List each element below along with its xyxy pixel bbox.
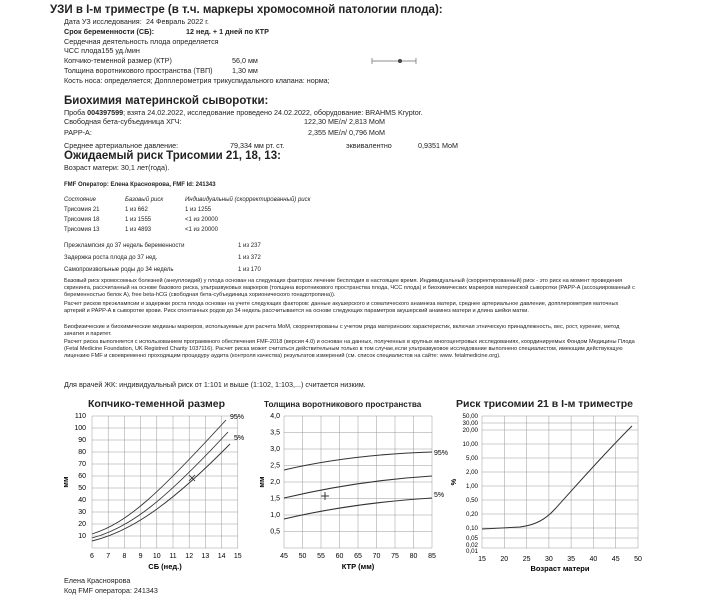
risk-row-t13-base: 1 из 4893 bbox=[125, 227, 152, 233]
nt-ytick: 2,5 bbox=[270, 462, 280, 470]
tri-chart bbox=[450, 410, 650, 572]
crl-ytick: 20 bbox=[78, 521, 86, 528]
nt-value: 1,30 мм bbox=[232, 66, 258, 75]
crl-ytick: 90 bbox=[78, 437, 86, 444]
nt-chart-title: Толщина воротникового пространства bbox=[264, 400, 422, 409]
tri-ytick: 50,00 bbox=[462, 413, 478, 420]
tri-xtick: 45 bbox=[611, 556, 620, 563]
pappa-label: PAPP-A: bbox=[64, 128, 92, 137]
nt-p95-label: 95% bbox=[434, 450, 449, 457]
nt-ylabel: мм bbox=[257, 476, 266, 488]
nt-patient-marker bbox=[321, 492, 329, 500]
nt-ytick: 1,0 bbox=[270, 512, 280, 519]
crl-range-marker bbox=[370, 57, 418, 65]
risk-row-t18-condition: Трисомия 18 bbox=[64, 217, 100, 223]
sample-prefix: Проба bbox=[64, 108, 86, 117]
hr-line: ЧСС плода155 уд./мин bbox=[64, 46, 140, 55]
heart-line: Сердечная деятельность плода определяется bbox=[64, 37, 219, 46]
crl-value: 56,0 мм bbox=[232, 56, 258, 65]
crl-ytick: 100 bbox=[74, 425, 86, 432]
nt-xtick: 45 bbox=[280, 553, 288, 560]
us-date-label: Дата УЗ исследования: bbox=[64, 17, 142, 26]
fgr-label: Задержка роста плода до 37 нед. bbox=[64, 255, 158, 261]
crl-xtick: 11 bbox=[169, 553, 177, 560]
risk-title: Ожидаемый риск Трисомии 21, 18, 13: bbox=[64, 150, 281, 162]
tri-xtick: 50 bbox=[634, 556, 642, 563]
nt-grid bbox=[284, 416, 432, 548]
nt-ytick: 3,0 bbox=[270, 446, 280, 453]
crl-p95-label: 95% bbox=[230, 414, 245, 421]
tri-ytick: 0,20 bbox=[465, 511, 478, 518]
crl-chart bbox=[60, 410, 260, 572]
hcg-label: Свободная бета-субъединица ХГЧ: bbox=[64, 117, 182, 126]
crl-xtick: 7 bbox=[106, 553, 111, 560]
crl-xtick: 9 bbox=[138, 553, 143, 560]
risk-row-t18-base: 1 из 1555 bbox=[125, 217, 152, 223]
tri-ytick: 20,00 bbox=[462, 427, 478, 434]
operator-line: FMF Оператор: Елена Краснoярова, FMF Id: 241343 bbox=[64, 182, 216, 188]
crl-ytick: 40 bbox=[78, 497, 86, 504]
tri-xtick: 35 bbox=[567, 556, 575, 563]
mother-age: Возраст матери: 30,1 лет(года). bbox=[64, 163, 170, 172]
risk-row-t21-condition: Трисомия 21 bbox=[64, 207, 100, 213]
tri-xlabel: Возраст матери bbox=[530, 564, 590, 573]
pappa-value: 2,355 МЕ/л/ 0,796 МоМ bbox=[308, 128, 385, 137]
crl-xtick: 12 bbox=[185, 553, 194, 560]
crl-ylabel: мм bbox=[61, 476, 70, 488]
ga-label: Срок беременности (СБ): bbox=[64, 27, 155, 36]
crl-xtick: 8 bbox=[122, 553, 127, 560]
risk-row-t21-base: 1 из 662 bbox=[125, 207, 148, 213]
tri-xtick: 40 bbox=[589, 556, 598, 563]
risk-row-t21-individual: 1 из 1255 bbox=[185, 207, 212, 213]
nt-chart bbox=[258, 410, 458, 572]
tri-xtick: 20 bbox=[500, 556, 509, 563]
nt-ytick: 2,0 bbox=[270, 479, 280, 486]
crl-label: Копчико-теменной размер (КТР) bbox=[64, 56, 172, 65]
crl-ytick: 30 bbox=[78, 509, 86, 516]
sample-id: 004397599 bbox=[87, 108, 124, 117]
ultrasound-title: УЗИ в I-м триместре (в т.ч. маркеры хромосомной патологии плода): bbox=[50, 4, 443, 16]
preeclampsia-value: 1 из 237 bbox=[238, 243, 261, 249]
tri-ytick: 0,01 bbox=[465, 548, 478, 555]
tri-ytick: 0,50 bbox=[465, 497, 478, 504]
tri-ytick: 30,00 bbox=[462, 420, 478, 427]
nt-xtick: 60 bbox=[335, 553, 344, 560]
crl-xtick: 6 bbox=[90, 553, 94, 560]
nt-ytick: 0,5 bbox=[270, 528, 280, 536]
crl-ytick: 110 bbox=[74, 413, 86, 420]
crl-curve-50 bbox=[92, 432, 228, 538]
crl-xtick: 13 bbox=[201, 553, 210, 560]
fgr-value: 1 из 372 bbox=[238, 255, 261, 261]
risk-header-individual: Индивидуальный (скорректированный) риск bbox=[185, 197, 311, 203]
crl-xlabel: СБ (нед.) bbox=[148, 562, 182, 571]
tri-ytick: 0,02 bbox=[465, 542, 478, 549]
tri-ytick: 10,00 bbox=[462, 441, 478, 448]
map-equiv-label: эквивалентно bbox=[346, 141, 392, 150]
nt-label: Толщина воротникового пространства (ТВП) bbox=[64, 66, 213, 75]
crl-xtick: 14 bbox=[217, 553, 226, 560]
sample-line bbox=[64, 108, 423, 117]
nt-xtick: 85 bbox=[428, 553, 436, 560]
crl-xtick: 10 bbox=[152, 553, 161, 560]
risk-row-t13-condition: Трисомия 13 bbox=[64, 227, 100, 233]
preterm-value: 1 из 170 bbox=[238, 267, 261, 273]
tri-ytick: 5,00 bbox=[465, 455, 478, 462]
risk-row-t18-individual: <1 из 20000 bbox=[185, 217, 218, 223]
map-equiv-value: 0,9351 МоМ bbox=[418, 141, 459, 150]
tri-xtick: 30 bbox=[545, 556, 553, 563]
nt-xtick: 65 bbox=[354, 553, 362, 560]
crl-p5-label: 5% bbox=[234, 435, 245, 442]
nt-ytick: 4,0 bbox=[270, 413, 280, 420]
tri-xtick: 25 bbox=[522, 556, 531, 563]
tri-xtick: 15 bbox=[478, 556, 486, 563]
nt-xtick: 70 bbox=[372, 553, 381, 560]
nt-xtick: 55 bbox=[317, 553, 325, 560]
risk-header-condition: Состояние bbox=[64, 197, 96, 203]
note-preeclampsia: Расчет рисков преэклампсии и задержки роста плода основан на учете следующих факторов: данные акушерского и соматического анамнеза матери, среднее артериальное давление, допплерометрия маточных артерий и PAPP-A в сыворотке крови. Риск спонтанных родов до 34 недель рассчитывается на основе следующих параметров акушерский анамнез матери и длина шейки матки. bbox=[64, 301, 619, 315]
tri-chart-title: Риск трисомии 21 в I-м триместре bbox=[456, 398, 633, 410]
footer-name: Елена Краснoярова bbox=[64, 576, 131, 585]
threshold-line: Для врачей ЖК: индивидуальный риск от 1:101 и выше (1:102, 1:103,...) считается низким. bbox=[64, 380, 366, 389]
map-value: 79,334 мм рт. ст. bbox=[230, 141, 285, 150]
crl-ytick: 10 bbox=[78, 533, 86, 540]
note-medians: Биофизические и биохимические медианы маркеров, используемые для расчета MoM, скорректированы с учетом ряда материнских характеристик, включая этническую принадлежность, вес, рост, курение, метод зачатия и паритет. bbox=[64, 324, 620, 338]
hcg-value: 122,30 МЕ/л/ 2,813 МоМ bbox=[304, 117, 385, 126]
map-label: Среднее артериальное давление: bbox=[64, 141, 179, 150]
crl-ytick: 50 bbox=[78, 485, 86, 492]
crl-curve-95 bbox=[92, 420, 226, 534]
preeclampsia-label: Преэклампсия до 37 недель беременности bbox=[64, 243, 185, 249]
preterm-label: Самопроизвольные роды до 34 недель bbox=[64, 267, 174, 273]
footer-code: Код FMF оператора: 241343 bbox=[64, 586, 158, 595]
crl-ytick: 80 bbox=[78, 449, 86, 456]
tri-ytick: 0,05 bbox=[465, 535, 478, 542]
risk-header-base: Базовый риск bbox=[125, 197, 164, 203]
nt-ytick: 1,5 bbox=[270, 495, 280, 503]
crl-grid bbox=[92, 416, 238, 548]
crl-ytick: 60 bbox=[78, 473, 86, 480]
nasal-line: Кость носа: определяется; Допплерометрия трикуспидального клапана: норма; bbox=[64, 76, 330, 85]
crl-curve-5 bbox=[92, 444, 230, 541]
note-base-risk: Базовый риск хромосомных болезней (анеуплоидий) у плода основан на следующих факторах лечение бесплодия в настоящее время. Индивидуальный (скорректированный) риск - это риск на момент проведения скрининга, рассчитанный на основе базового риска, ультразвуковых маркеров (толщина воротникового пространства плода, ЧСС плода) и биохимических маркеров материнской сыворотки (PAPP-A (ассоциированный с беременностью белок А), free beta-hCG (свободная бета-субъединица хорионического гонадотропина)). bbox=[64, 278, 635, 299]
nt-ytick: 3,5 bbox=[270, 429, 280, 437]
sample-rest: ; взята 24.02.2022, исследование проведено 24.02.2022, оборудование: BRAHMS Kryptor. bbox=[123, 108, 423, 117]
tri-ytick: 0,10 bbox=[465, 525, 478, 532]
crl-xtick: 15 bbox=[233, 553, 242, 560]
risk-row-t13-individual: <1 из 20000 bbox=[185, 227, 218, 233]
nt-xlabel: КТР (мм) bbox=[341, 562, 375, 571]
nt-xtick: 75 bbox=[391, 553, 399, 560]
tri-ytick: 2,00 bbox=[465, 469, 478, 476]
nt-xtick: 50 bbox=[298, 553, 307, 560]
tri-ylabel: % bbox=[449, 478, 458, 486]
biochem-title: Биохимия материнской сыворотки: bbox=[64, 95, 269, 107]
crl-ytick: 70 bbox=[78, 461, 86, 468]
tri-ytick: 1,00 bbox=[465, 483, 478, 490]
nt-p5-label: 5% bbox=[434, 492, 445, 499]
us-date-value: 24 Февраль 2022 г. bbox=[146, 17, 209, 26]
crl-chart-title: Копчико-теменной размер bbox=[88, 398, 226, 410]
note-software: Расчет риска выполняется с использованием программного обеспечения FMF-2018 (версия 4.0) и основан на данных, полученных в крупных многоцентровых исследованиях, координируемых Фондом Медицины Плода (Fetal Medicine Foundation, UK Registred Charity 1037116). Расчет риска может считаться действительным только в том случае,если ультразвуковое исследование выполнено специалистом, имеющим действующую лицензию FMF и своевременно проходящим процедуру аудита (контроля качества) результатов измерений (см. список специалистов на сайте: www. fetalmedicine.org). bbox=[64, 339, 635, 360]
nt-xtick: 80 bbox=[409, 553, 418, 560]
ga-value: 12 нед. + 1 дней по КТР bbox=[186, 27, 269, 36]
